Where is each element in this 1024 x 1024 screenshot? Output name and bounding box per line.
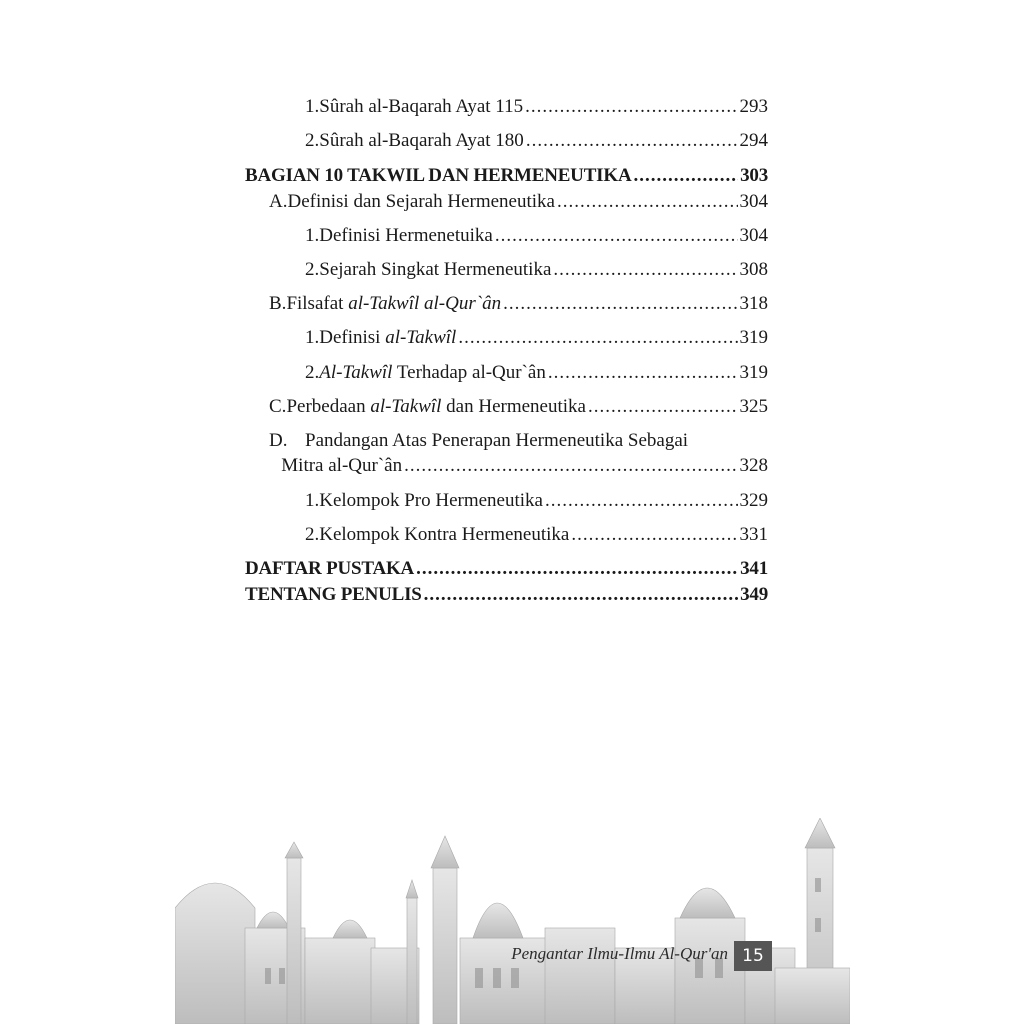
toc-entry <box>269 429 768 453</box>
leader-dots <box>588 395 738 419</box>
toc-entry-title <box>286 395 586 419</box>
leader-dots <box>404 454 737 478</box>
toc-entry <box>269 190 768 214</box>
toc-entry-number: 1. <box>305 96 320 117</box>
toc-entry <box>305 129 768 153</box>
toc-entry-title <box>286 292 501 316</box>
toc-entry-title: Definisi Hermenetuika <box>319 225 493 246</box>
toc-entry-number: 2. <box>305 524 320 545</box>
title-italic-text: Al-Takwîl <box>319 362 393 383</box>
toc-section-heading <box>245 164 768 188</box>
toc-entry-number: A. <box>269 191 288 212</box>
toc-entry-page: 349 <box>740 584 768 605</box>
leader-dots <box>458 326 737 350</box>
leader-dots <box>633 164 738 188</box>
title-italic-text: al-Takwîl <box>370 396 442 417</box>
toc-entry-page: 293 <box>739 96 768 117</box>
toc-entry-number: C. <box>269 396 287 417</box>
city-skyline-illustration <box>175 818 850 1024</box>
toc-entry-number: 1. <box>305 225 320 246</box>
toc-entry-title: Sûrah al-Baqarah Ayat 180 <box>319 130 524 151</box>
title-text: dan Hermeneutika <box>441 396 586 417</box>
leader-dots <box>548 361 738 385</box>
toc-entry-title <box>319 361 546 385</box>
toc-entry-title: Sûrah al-Baqarah Ayat 115 <box>319 96 524 117</box>
running-footer-book-title: Pengantar Ilmu-Ilmu Al-Qur'an <box>511 944 728 963</box>
leader-dots <box>571 523 737 547</box>
toc-entry-page: 341 <box>740 558 768 579</box>
toc-entry-number: 2. <box>305 130 320 151</box>
toc-entry-title: DAFTAR PUSTAKA <box>245 558 415 579</box>
toc-entry-title <box>319 326 456 350</box>
toc-entry <box>269 395 768 419</box>
toc-entry-title: Kelompok Pro Hermeneutika <box>319 490 543 511</box>
toc-entry-title: BAGIAN 10 TAKWIL DAN HERMENEUTIKA <box>245 165 632 186</box>
title-text: Perbedaan <box>286 396 371 417</box>
toc-entry <box>305 489 768 513</box>
toc-entry-title: Mitra al-Qur`ân <box>281 455 403 476</box>
title-text: Definisi <box>319 327 386 348</box>
toc-entry <box>269 292 768 316</box>
leader-dots <box>553 258 737 282</box>
leader-dots <box>545 489 738 513</box>
toc-entry-number: 2. <box>305 259 320 280</box>
leader-dots <box>557 190 738 214</box>
title-text: Terhadap al-Qur`ân <box>392 362 546 383</box>
toc-entry-number: 2. <box>305 362 320 383</box>
title-italic-text: al-Takwîl al-Qur`ân <box>348 293 502 314</box>
page-number-badge: 15 <box>734 941 772 971</box>
toc-entry <box>305 523 768 547</box>
toc-entry-page: 304 <box>739 191 768 212</box>
toc-entry-page: 329 <box>739 490 768 511</box>
toc-entry-page: 331 <box>739 524 768 545</box>
toc-section-heading <box>245 583 768 607</box>
leader-dots <box>526 129 738 153</box>
toc-entry-page: 328 <box>739 455 768 476</box>
title-italic-text: al-Takwîl <box>385 327 457 348</box>
toc-entry-number: B. <box>269 293 287 314</box>
toc-entry-number: 1. <box>305 327 320 348</box>
title-text: Filsafat <box>286 293 349 314</box>
toc-entry <box>305 361 768 385</box>
toc-entry-title: Kelompok Kontra Hermeneutika <box>319 524 570 545</box>
toc-entry-page: 304 <box>739 225 768 246</box>
leader-dots <box>525 95 737 119</box>
toc-entry-title: Sejarah Singkat Hermeneutika <box>319 259 552 280</box>
leader-dots <box>503 292 737 316</box>
toc-entry-page: 294 <box>739 130 768 151</box>
toc-entry-page: 303 <box>740 165 768 186</box>
toc-entry-page: 319 <box>739 362 768 383</box>
toc-entry-page: 308 <box>739 259 768 280</box>
toc-entry <box>305 95 768 119</box>
toc-entry-continuation <box>269 454 768 478</box>
leader-dots <box>416 557 738 581</box>
toc-entry-page: 319 <box>739 327 768 348</box>
toc-entry <box>305 326 768 350</box>
toc-entry-title: TENTANG PENULIS <box>245 584 422 605</box>
toc-entry <box>305 258 768 282</box>
toc-entry-page: 325 <box>739 396 768 417</box>
leader-dots <box>495 224 738 248</box>
toc-entry-title: Definisi dan Sejarah Hermeneutika <box>287 191 555 212</box>
toc-entry-number: D. <box>269 430 288 451</box>
toc-section-heading <box>245 557 768 581</box>
toc-entry-title: Pandangan Atas Penerapan Hermeneutika Sebagai <box>305 430 689 451</box>
toc-entry-page: 318 <box>739 293 768 314</box>
toc-entry-number: 1. <box>305 490 320 511</box>
leader-dots <box>424 583 738 607</box>
toc-entry <box>305 224 768 248</box>
